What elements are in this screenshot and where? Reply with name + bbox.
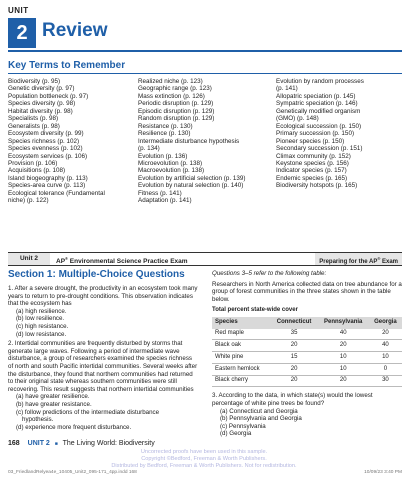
print-info-left: 03_FriedlandRelyea4e_10405_Unit2_095-171_4pp.indd 168 bbox=[8, 470, 137, 475]
q3-option-a: (a) Connecticut and Georgia bbox=[220, 407, 298, 415]
key-terms-heading: Key Terms to Remember bbox=[8, 60, 126, 71]
key-term: Population bottleneck (p. 97) bbox=[8, 92, 89, 100]
q2-option-d: (d) experience more frequent disturbance. bbox=[16, 423, 132, 431]
key-term: Random disruption (p. 129) bbox=[138, 115, 215, 123]
left-column bbox=[8, 285, 198, 433]
key-terms-column-2 bbox=[138, 78, 268, 205]
watermark-line-1: Uncorrected proofs have been used in this sample. bbox=[140, 449, 268, 455]
q1-option-c: (c) high resistance. bbox=[16, 322, 69, 330]
table-cell: 20 bbox=[271, 375, 318, 387]
table-cell: 0 bbox=[369, 363, 402, 375]
preparing-exam-text: Exam bbox=[380, 259, 398, 265]
table-cell: White pine bbox=[212, 352, 271, 364]
key-term: Macroevolution (p. 138) bbox=[138, 167, 205, 175]
copyright-watermark bbox=[0, 449, 408, 470]
table-cell: 40 bbox=[318, 329, 369, 340]
key-term: Periodic disruption (p. 129) bbox=[138, 100, 214, 108]
question-3-stem: 3. According to the data, in which state(s) would the lowest percentage of white pine trees be found? bbox=[212, 392, 373, 408]
q2-option-c-wrap: hypothesis. bbox=[22, 416, 54, 424]
key-term: (p. 134) bbox=[138, 145, 160, 153]
key-term: Species richness (p. 102) bbox=[8, 137, 80, 145]
key-term: Ecological succession (p. 150) bbox=[276, 122, 362, 130]
table-cell: Eastern hemlock bbox=[212, 363, 271, 375]
key-term: Ecosystem services (p. 106) bbox=[8, 152, 88, 160]
prep-registered-mark: ® bbox=[377, 256, 381, 261]
table-cell: 35 bbox=[271, 329, 318, 340]
key-term: Species diversity (p. 98) bbox=[8, 100, 76, 108]
key-term: Climax community (p. 152) bbox=[276, 152, 351, 160]
table-header-species: Species bbox=[212, 317, 271, 329]
ap-label: AP bbox=[56, 258, 66, 266]
key-term: Pioneer species (p. 150) bbox=[276, 137, 345, 145]
print-info-right: 10/09/23 3:40 PM bbox=[364, 470, 402, 475]
key-term: Keystone species (p. 156) bbox=[276, 159, 349, 167]
tree-cover-table bbox=[212, 307, 402, 387]
table-cell: Red maple bbox=[212, 329, 271, 340]
key-terms-column-3 bbox=[276, 78, 406, 190]
key-term: Intermediate disturbance hypothesis bbox=[138, 137, 240, 145]
key-term: Resistance (p. 130) bbox=[138, 122, 193, 130]
ap-registered-mark: ® bbox=[65, 256, 68, 261]
table-intro-paragraph: Researchers in North America collected data on tree abundance for a group of forest communities in the three states shown in the table below. bbox=[212, 280, 402, 303]
q1-option-b: (b) low resilience. bbox=[16, 315, 65, 323]
key-term: Genetically modified organism bbox=[276, 107, 361, 115]
key-term: Realized niche (p. 123) bbox=[138, 78, 203, 85]
practice-exam-bar bbox=[8, 252, 402, 266]
watermark-line-3: Distributed by Bedford, Freeman & Worth Publishers. Not for redistribution. bbox=[111, 463, 297, 469]
key-term: Endemic species (p. 165) bbox=[276, 174, 348, 182]
table-cell: Black oak bbox=[212, 340, 271, 352]
key-term: Microevolution (p. 138) bbox=[138, 159, 203, 167]
table-cell: 10 bbox=[369, 352, 402, 364]
table-cell: 10 bbox=[318, 363, 369, 375]
key-term: Resilience (p. 130) bbox=[138, 130, 191, 138]
key-term: Ecological tolerance (Fundamental bbox=[8, 189, 105, 197]
q3-option-c: (c) Pennsylvania bbox=[220, 422, 266, 430]
footer-title: The Living World: Biodiversity bbox=[62, 440, 155, 447]
q1-option-d: (d) low resistance. bbox=[16, 330, 67, 338]
preparing-text: Preparing for the AP bbox=[319, 259, 378, 265]
key-term: Evolution by artificial selection (p. 139) bbox=[138, 174, 246, 182]
q1-option-a: (a) high resilience. bbox=[16, 307, 67, 315]
practice-exam-title bbox=[56, 253, 188, 268]
key-term: Island biogeography (p. 113) bbox=[8, 174, 88, 182]
q3-option-b: (b) Pennsylvania and Georgia bbox=[220, 415, 302, 423]
page-footer bbox=[8, 440, 155, 447]
q2-option-c: (c) follow predictions of the intermediate disturbance bbox=[16, 408, 160, 416]
table-row bbox=[212, 352, 402, 364]
q2-option-a: (a) have greater resilience. bbox=[16, 393, 90, 401]
key-term: Species evenness (p. 102) bbox=[8, 145, 83, 153]
table-cell: 20 bbox=[369, 329, 402, 340]
key-term: Evolution (p. 136) bbox=[138, 152, 188, 160]
key-term: Primary succession (p. 150) bbox=[276, 130, 355, 138]
key-term: Species-area curve (p. 113) bbox=[8, 182, 86, 190]
key-term: Evolution by random processes bbox=[276, 78, 364, 85]
table-cell: 20 bbox=[271, 363, 318, 375]
table-row bbox=[212, 375, 402, 387]
key-term: Fitness (p. 141) bbox=[138, 189, 182, 197]
key-term: Secondary succession (p. 151) bbox=[276, 145, 363, 153]
question-2 bbox=[8, 340, 198, 431]
key-term: Biodiversity hotspots (p. 165) bbox=[276, 182, 358, 190]
key-term: Indicator species (p. 157) bbox=[276, 167, 347, 175]
right-column bbox=[212, 270, 402, 440]
question-1 bbox=[8, 285, 198, 338]
table-row bbox=[212, 363, 402, 375]
question-3 bbox=[212, 392, 402, 438]
table-cell: 20 bbox=[271, 340, 318, 352]
practice-unit-label: Unit 2 bbox=[8, 253, 50, 265]
key-term: Specialists (p. 98) bbox=[8, 115, 59, 123]
key-term: (GMO) (p. 148) bbox=[276, 115, 319, 123]
unit-label: UNIT bbox=[8, 6, 29, 15]
table-cell: Black cherry bbox=[212, 375, 271, 387]
table-cell: 15 bbox=[271, 352, 318, 364]
key-term: Geographic range (p. 123) bbox=[138, 85, 212, 93]
key-term: Evolution by natural selection (p. 140) bbox=[138, 182, 244, 190]
title-rule bbox=[8, 50, 402, 52]
footer-separator: ■ bbox=[54, 441, 58, 447]
key-term: Acquisitions (p. 108) bbox=[8, 167, 66, 175]
questions-intro: Questions 3–5 refer to the following table: bbox=[212, 270, 327, 277]
key-term: Provision (p. 106) bbox=[8, 159, 58, 167]
key-term: Adaptation (p. 141) bbox=[138, 197, 192, 205]
preparing-badge bbox=[315, 253, 402, 265]
table-cell: 20 bbox=[318, 340, 369, 352]
key-term: niche) (p. 122) bbox=[8, 197, 49, 205]
key-term: Habitat diversity (p. 98) bbox=[8, 107, 73, 115]
page-title: Review bbox=[42, 20, 108, 41]
key-term: (p. 141) bbox=[276, 85, 298, 93]
section-1-heading: Section 1: Multiple-Choice Questions bbox=[8, 269, 185, 280]
question-2-stem: 2. Intertidal communities are frequently disturbed by storms that generate large waves. Following a period of intermediate wave disturbance, a group of researchers examined the species richness of north and south Pacific intertidal communities. Several weeks after the disturbance, they found that northern communities had returned to their original state whereas southern communities were still recovering. This result suggests that northern intertidal communities bbox=[8, 340, 198, 393]
key-terms-rule bbox=[8, 73, 402, 74]
table-caption: Total percent state-wide cover bbox=[212, 307, 298, 314]
table-cell: 20 bbox=[318, 375, 369, 387]
key-term: Ecosystem diversity (p. 99) bbox=[8, 130, 84, 138]
question-1-stem: 1. After a severe drought, the productivity in an ecosystem took many years to return to pre-drought conditions. This observation indicates that the ecosystem has bbox=[8, 285, 198, 308]
key-term: Sympatric speciation (p. 146) bbox=[276, 100, 358, 108]
watermark-line-2: Copyright ©Bedford, Freeman & Worth Publishers. bbox=[141, 456, 267, 462]
table-cell: 10 bbox=[318, 352, 369, 364]
table-row bbox=[212, 340, 402, 352]
q3-option-d: (d) Georgia bbox=[220, 430, 252, 438]
key-term: Genetic diversity (p. 97) bbox=[8, 85, 75, 93]
q2-option-b: (b) have greater resistance. bbox=[16, 400, 92, 408]
table-row bbox=[212, 329, 402, 340]
practice-exam-title-text: Environmental Science Practice Exam bbox=[67, 258, 188, 266]
key-terms-column-1 bbox=[8, 78, 138, 205]
footer-unit: UNIT 2 bbox=[27, 440, 50, 447]
table-header-connecticut: Connecticut bbox=[271, 317, 318, 329]
key-term: Episodic disruption (p. 129) bbox=[138, 107, 215, 115]
table-cell: 30 bbox=[369, 375, 402, 387]
table-header-georgia: Georgia bbox=[369, 317, 402, 329]
key-term: Mass extinction (p. 126) bbox=[138, 92, 205, 100]
key-term: Generalists (p. 98) bbox=[8, 122, 60, 130]
table-cell: 40 bbox=[369, 340, 402, 352]
table-header-pennsylvania: Pennsylvania bbox=[318, 317, 369, 329]
page-number: 168 bbox=[8, 440, 20, 447]
key-term: Allopatric speciation (p. 145) bbox=[276, 92, 356, 100]
unit-number-box: 2 bbox=[8, 18, 36, 48]
key-term: Biodiversity (p. 95) bbox=[8, 78, 61, 85]
